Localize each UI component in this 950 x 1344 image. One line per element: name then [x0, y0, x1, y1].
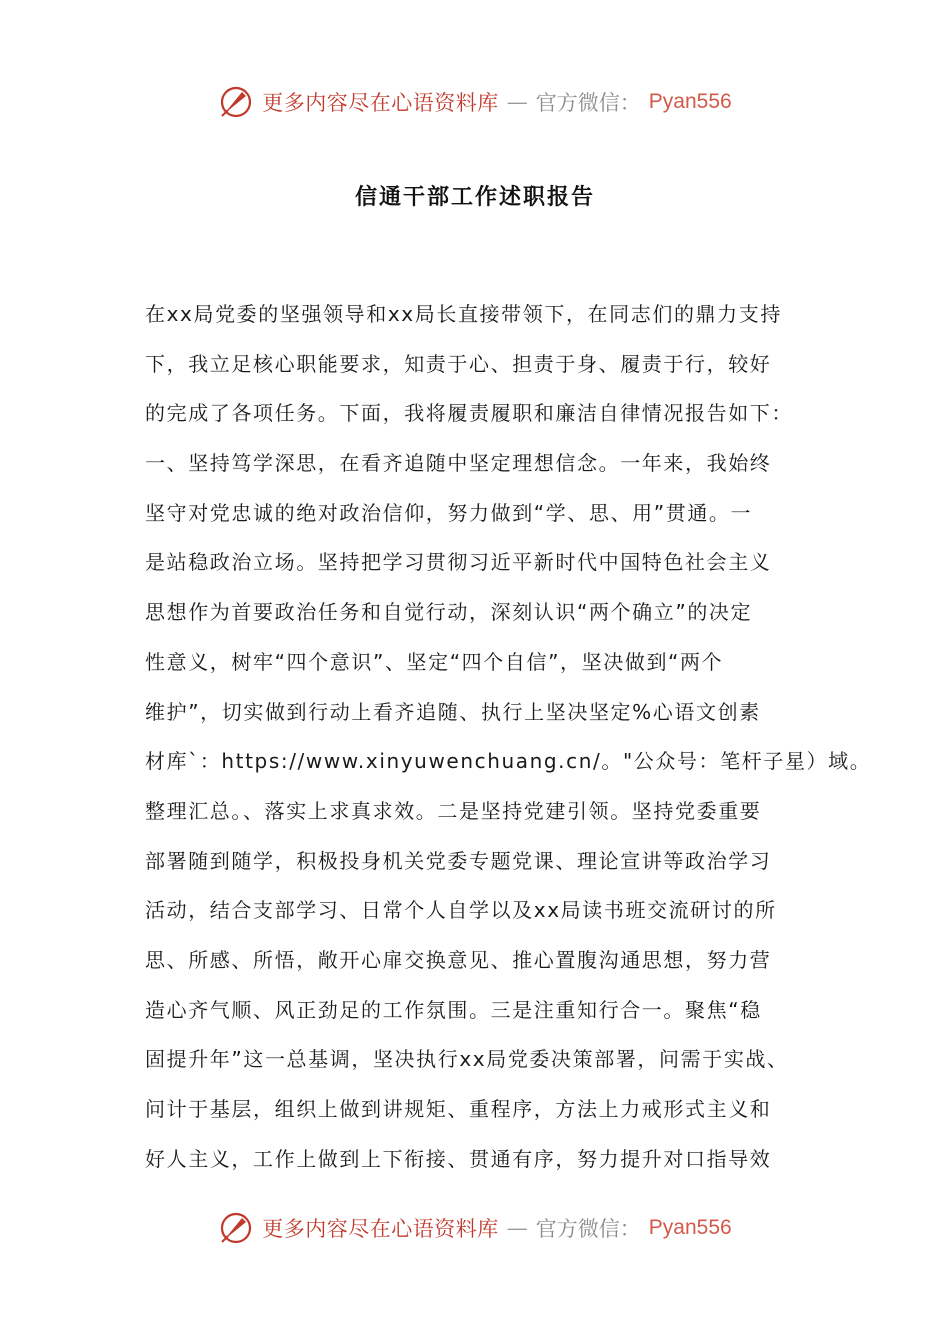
- body-line: 好人主义，工作上做到上下衔接、贯通有序，努力提升对口指导效: [145, 1146, 772, 1171]
- body-line: 材库`：https://www.xinyuwenchuang.cn/。"公众号：笔杆子星）域。: [145, 749, 872, 774]
- quill-pen-logo-icon: [218, 84, 254, 120]
- body-line: 是站稳政治立场。坚持把学习贯彻习近平新时代中国特色社会主义: [145, 550, 772, 575]
- banner-dash: —: [506, 1216, 528, 1240]
- body-line: 活动，结合支部学习、日常个人自学以及xx局读书班交流研讨的所: [145, 898, 777, 923]
- quill-pen-logo-icon: [218, 1210, 254, 1246]
- body-line: 思想作为首要政治任务和自觉行动，深刻认识“两个确立”的决定: [145, 600, 753, 625]
- body-line: 思、所感、所悟，敞开心扉交换意见、推心置腹沟通思想，努力营: [145, 947, 772, 972]
- body-line: 造心齐气顺、风正劲足的工作氛围。三是注重知行合一。聚焦“稳: [145, 997, 762, 1022]
- body-line: 下，我立足核心职能要求，知责于心、担责于身、履责于行，较好: [145, 351, 772, 376]
- banner-dash: —: [506, 90, 528, 114]
- body-line: 问计于基层，组织上做到讲规矩、重程序，方法上力戒形式主义和: [145, 1097, 772, 1121]
- document-title: 信通干部工作述职报告: [354, 185, 595, 210]
- header-banner: [0, 82, 950, 122]
- body-line: 部署随到随学，积极投身机关党委专题党课、理论宣讲等政治学习: [145, 848, 772, 873]
- banner-official-label: 官方微信：: [535, 91, 641, 115]
- footer-banner: [0, 1208, 950, 1248]
- banner-wechat-id: Pyan556: [648, 1216, 732, 1239]
- banner-wechat-id: Pyan556: [648, 90, 732, 113]
- body-line: 在xx局党委的坚强领导和xx局长直接带领下，在同志们的鼎力支持: [145, 302, 782, 326]
- banner-official-label: 官方微信：: [535, 1217, 641, 1241]
- banner-main-text: 更多内容尽在心语资料库: [262, 91, 499, 115]
- document-body: [145, 290, 872, 1184]
- body-line: 整理汇总。、落实上求真求效。二是坚持党建引领。坚持党委重要: [145, 798, 762, 823]
- body-line: 性意义，树牢“四个意识”、坚定“四个自信”，坚决做到“两个: [145, 649, 724, 674]
- banner-main-text: 更多内容尽在心语资料库: [262, 1217, 499, 1241]
- body-line: 的完成了各项任务。下面，我将履责履职和廉洁自律情况报告如下：: [145, 401, 793, 426]
- body-line: 固提升年”这一总基调，坚决执行xx局党委决策部署，问需于实战、: [145, 1047, 789, 1072]
- body-line: 坚守对党忠诚的绝对政治信仰，努力做到“学、思、用”贯通。一: [145, 500, 753, 525]
- body-line: 一、坚持笃学深思，在看齐追随中坚定理想信念。一年来，我始终: [145, 451, 772, 476]
- body-line: 维护”，切实做到行动上看齐追随、执行上坚决坚定%心语文创素: [145, 699, 761, 724]
